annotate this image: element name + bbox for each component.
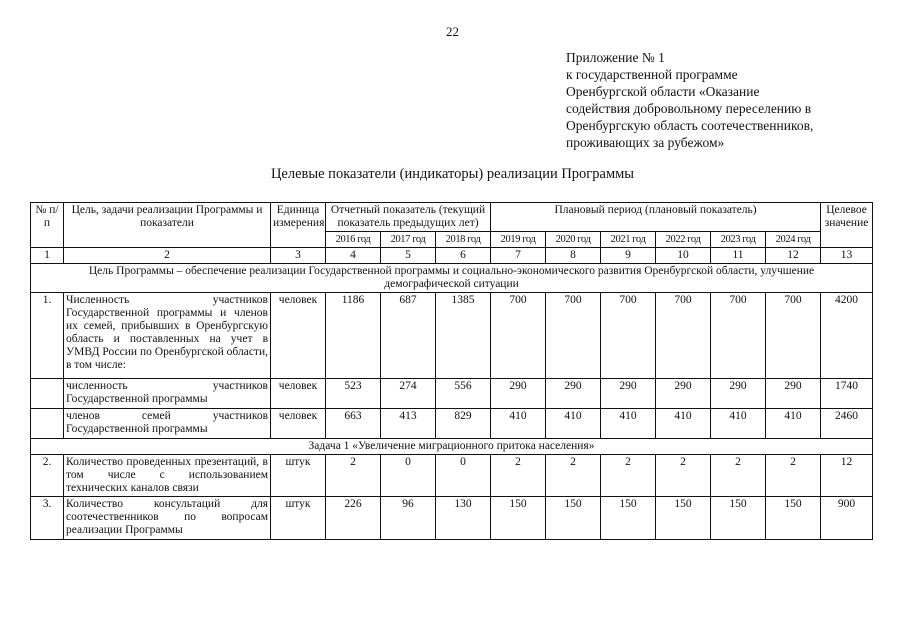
year-cell: 2018 год: [436, 232, 491, 248]
value-cell: 150: [546, 497, 601, 540]
value-cell: 523: [326, 379, 381, 409]
table-row: [31, 409, 873, 439]
appendix-line: Оренбургской области «Оказание: [566, 84, 760, 99]
value-cell: 410: [491, 409, 546, 439]
value-cell: 687: [381, 293, 436, 379]
table-row: [31, 293, 873, 379]
year-cell: 2024 год: [766, 232, 821, 248]
row-number: 2.: [31, 455, 64, 497]
value-cell: 2: [491, 455, 546, 497]
target-value: 1740: [821, 379, 873, 409]
value-cell: 290: [766, 379, 821, 409]
unit-cell: штук: [271, 455, 326, 497]
unit-cell: штук: [271, 497, 326, 540]
indicator-name: членов семей участников Государственной программы: [64, 409, 271, 439]
column-number: 4: [326, 248, 381, 264]
column-number: 2: [64, 248, 271, 264]
value-cell: 700: [601, 293, 656, 379]
value-cell: 130: [436, 497, 491, 540]
column-number: 11: [711, 248, 766, 264]
appendix-block: [566, 49, 866, 151]
task-text: Задача 1 «Увеличение миграционного притока населения»: [31, 439, 873, 455]
column-number: 3: [271, 248, 326, 264]
appendix-line: содействия добровольному переселению в: [566, 101, 812, 116]
unit-cell: человек: [271, 293, 326, 379]
value-cell: 2: [326, 455, 381, 497]
indicators-table: [30, 202, 873, 540]
value-cell: 290: [601, 379, 656, 409]
value-cell: 700: [546, 293, 601, 379]
indicator-name: Численность участников Государственной программы и членов их семей, прибывших в Оренбургскую область и поставленных на учет в УМВД России по Оренбургской области, в том числе:: [64, 293, 271, 379]
header-planned: Плановый период (плановый показатель): [491, 203, 821, 232]
value-cell: 290: [491, 379, 546, 409]
target-value: 12: [821, 455, 873, 497]
column-number: 9: [601, 248, 656, 264]
column-number: 1: [31, 248, 64, 264]
value-cell: 700: [766, 293, 821, 379]
column-number: 12: [766, 248, 821, 264]
unit-cell: человек: [271, 379, 326, 409]
value-cell: 700: [711, 293, 766, 379]
value-cell: 663: [326, 409, 381, 439]
column-number: 7: [491, 248, 546, 264]
value-cell: 290: [656, 379, 711, 409]
value-cell: 0: [436, 455, 491, 497]
value-cell: 274: [381, 379, 436, 409]
year-cell: 2016 год: [326, 232, 381, 248]
target-value: 2460: [821, 409, 873, 439]
value-cell: 410: [711, 409, 766, 439]
column-numbers-row: [31, 248, 873, 264]
value-cell: 1186: [326, 293, 381, 379]
column-number: 13: [821, 248, 873, 264]
goal-row: [31, 264, 873, 293]
value-cell: 226: [326, 497, 381, 540]
value-cell: 2: [766, 455, 821, 497]
value-cell: 700: [656, 293, 711, 379]
year-cell: 2020 год: [546, 232, 601, 248]
year-cell: 2021 год: [601, 232, 656, 248]
unit-cell: человек: [271, 409, 326, 439]
appendix-line: проживающих за рубежом»: [566, 135, 725, 150]
value-cell: 0: [381, 455, 436, 497]
value-cell: 150: [656, 497, 711, 540]
value-cell: 150: [766, 497, 821, 540]
value-cell: 413: [381, 409, 436, 439]
year-cell: 2022 год: [656, 232, 711, 248]
value-cell: 1385: [436, 293, 491, 379]
header-reported: Отчетный показатель (текущий показатель предыдущих лет): [326, 203, 491, 232]
task-row: [31, 439, 873, 455]
year-cell: 2017 год: [381, 232, 436, 248]
header-goal: Цель, задачи реализации Программы и показатели: [64, 203, 271, 248]
value-cell: 290: [711, 379, 766, 409]
value-cell: 410: [766, 409, 821, 439]
page-number: 22: [446, 24, 459, 39]
value-cell: 150: [711, 497, 766, 540]
row-number: [31, 379, 64, 409]
table-row: [31, 455, 873, 497]
appendix-line: к государственной программе: [566, 67, 738, 82]
year-cell: 2019 год: [491, 232, 546, 248]
value-cell: 290: [546, 379, 601, 409]
row-number: 1.: [31, 293, 64, 379]
indicator-name: Количество проведенных презентаций, в том числе с использованием технических каналов связи: [64, 455, 271, 497]
column-number: 10: [656, 248, 711, 264]
value-cell: 556: [436, 379, 491, 409]
indicator-group-goal: [31, 293, 873, 439]
table-row: [31, 379, 873, 409]
value-cell: 410: [601, 409, 656, 439]
header-target: Целевое значение: [821, 203, 873, 248]
column-number: 8: [546, 248, 601, 264]
value-cell: 150: [491, 497, 546, 540]
target-value: 4200: [821, 293, 873, 379]
value-cell: 150: [601, 497, 656, 540]
value-cell: 2: [601, 455, 656, 497]
value-cell: 96: [381, 497, 436, 540]
document-title: Целевые показатели (индикаторы) реализации Программы: [270, 166, 635, 182]
table-row: [31, 497, 873, 540]
header-no: № п/п: [31, 203, 64, 248]
column-number: 6: [436, 248, 491, 264]
value-cell: 2: [711, 455, 766, 497]
value-cell: 2: [546, 455, 601, 497]
indicator-group-task-1: [31, 455, 873, 540]
indicator-name: Количество консультаций для соотечественников по вопросам реализации Программы: [64, 497, 271, 540]
column-number: 5: [381, 248, 436, 264]
appendix-line: Оренбургскую область соотечественников,: [566, 118, 814, 133]
value-cell: 410: [656, 409, 711, 439]
goal-text: Цель Программы – обеспечение реализации Государственной программы и социально-экономического развития Оренбургской области, улучшение демографической ситуации: [31, 264, 873, 293]
value-cell: 410: [546, 409, 601, 439]
row-number: [31, 409, 64, 439]
indicator-name: численность участников Государственной программы: [64, 379, 271, 409]
target-value: 900: [821, 497, 873, 540]
header-unit: Единица измерения: [271, 203, 326, 248]
row-number: 3.: [31, 497, 64, 540]
year-cell: 2023 год: [711, 232, 766, 248]
appendix-line: Приложение № 1: [566, 50, 665, 65]
value-cell: 829: [436, 409, 491, 439]
value-cell: 700: [491, 293, 546, 379]
value-cell: 2: [656, 455, 711, 497]
header-row: [31, 203, 873, 232]
